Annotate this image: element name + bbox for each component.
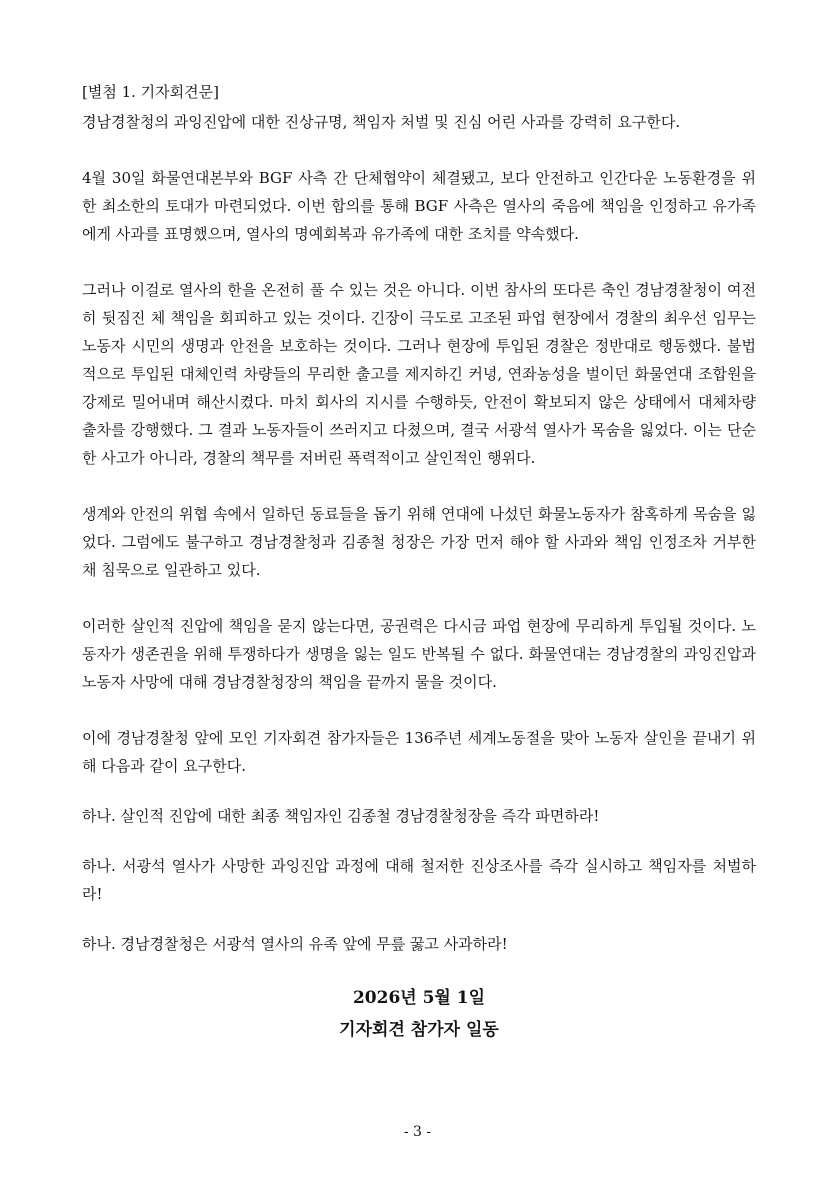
paragraph-agreement: 4월 30일 화물연대본부와 BGF 사측 간 단체협약이 체결됐고, 보다 안전하고 인간다운 노동환경을 위한 최소한의 토대가 마련되었다. 이번 합의를 통해 BGF 사측은 열사의 죽음에 책임을 인정하고 유가족에게 사과를 표명했으며, 열사의 명예회복과 유가족에 대한 조치를 약속했다. bbox=[82, 169, 756, 243]
document-date: 2026년 5월 1일 bbox=[352, 988, 486, 1008]
demand-item: 하나. 살인적 진압에 대한 최종 책임자인 김종철 경남경찰청장을 즉각 파면하라! bbox=[82, 807, 600, 825]
page-number: - 3 - bbox=[403, 1124, 432, 1140]
paragraph-police-responsibility: 그러나 이걸로 열사의 한을 온전히 풀 수 있는 것은 아니다. 이번 참사의 또다른 축인 경남경찰청이 여전히 뒷짐진 체 책임을 회피하고 있는 것이다. 긴장이 극도로 고조된 파업 현장에서 경찰의 최우선 임무는 노동자 시민의 생명과 안전을 보호하는 것이다. 그러나 현장에 투입된 경찰은 정반대로 행동했다. 불법적으로 투입된 대체인력 차량들의 무리한 출고를 제지하긴 커녕, 연좌농성을 벌이던 화물연대 조합원을 강제로 밀어내며 해산시켰다. 마치 회사의 지시를 수행하듯, 안전이 확보되지 않은 상태에서 대체차량 출차를 강행했다. 그 결과 노동자들이 쓰러지고 다쳤으며, 결국 서광석 열사가 목숨을 잃었다. 이는 단순한 사고가 아니라, 경찰의 책무를 저버린 폭력적이고 살인적인 행위다. bbox=[82, 281, 756, 467]
signature-block bbox=[82, 982, 756, 1046]
document-body bbox=[82, 78, 756, 1046]
attachment-label: [별첨 1. 기자회견문] bbox=[82, 83, 219, 101]
paragraph-accountability: 이러한 살인적 진압에 책임을 묻지 않는다면, 공권력은 다시금 파업 현장에 무리하게 투입될 것이다. 노동자가 생존권을 위해 투쟁하다가 생명을 잃는 일도 반복될 수 없다. 화물연대는 경남경찰의 과잉진압과 노동자 사망에 대해 경남경찰청장의 책임을 끝까지 물을 것이다. bbox=[82, 617, 756, 691]
headline: 경남경찰청의 과잉진압에 대한 진상규명, 책임자 처벌 및 진심 어린 사과를 강력히 요구한다. bbox=[82, 113, 681, 131]
demand-item: 하나. 경남경찰청은 서광석 열사의 유족 앞에 무릎 꿇고 사과하라! bbox=[82, 935, 508, 953]
paragraph-demands-intro: 이에 경남경찰청 앞에 모인 기자회견 참가자들은 136주년 세계노동절을 맞아 노동자 살인을 끝내기 위해 다음과 같이 요구한다. bbox=[82, 729, 756, 775]
paragraph-silence: 생계와 안전의 위협 속에서 일하던 동료들을 돕기 위해 연대에 나섰던 화물노동자가 참혹하게 목숨을 잃었다. 그럼에도 불구하고 경남경찰청과 김종철 청장은 가장 먼저 해야 할 사과와 책임 인정조차 거부한 채 침묵으로 일관하고 있다. bbox=[82, 505, 756, 579]
demand-item: 하나. 서광석 열사가 사망한 과잉진압 과정에 대해 철저한 진상조사를 즉각 실시하고 책임자를 처벌하라! bbox=[82, 857, 756, 903]
signatory: 기자회견 참가자 일동 bbox=[339, 1020, 499, 1040]
